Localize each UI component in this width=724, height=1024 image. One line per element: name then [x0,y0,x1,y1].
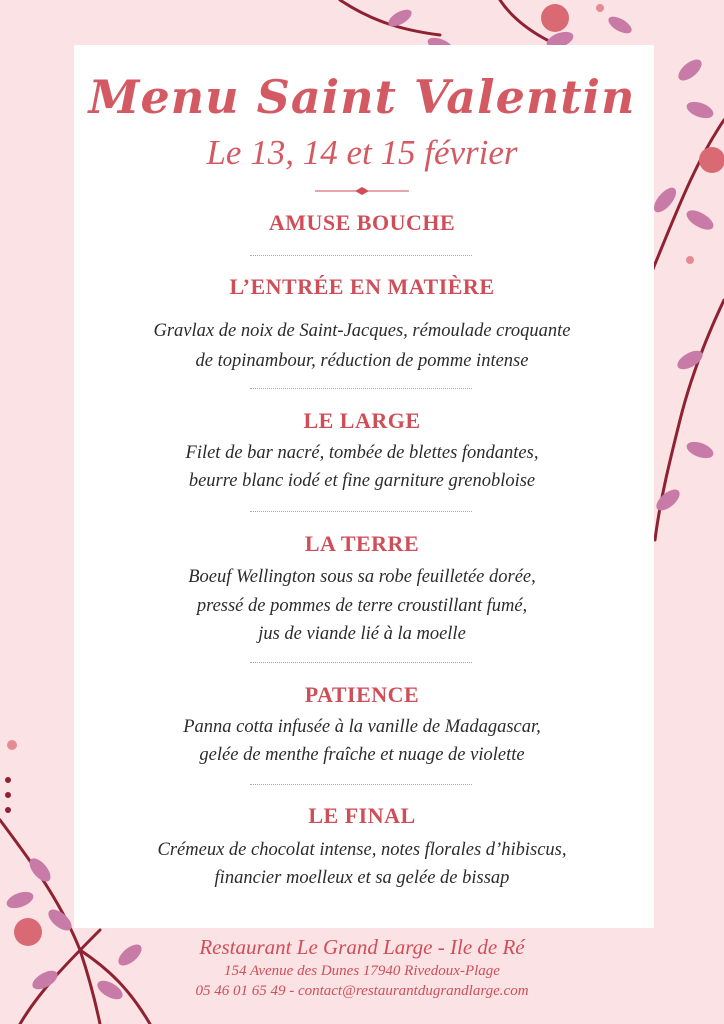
section-heading-le-final: LE FINAL [308,803,416,828]
dish-line: financier moelleux et sa gelée de bissap [214,868,510,888]
dish-line: Crémeux de chocolat intense, notes florales d’hibiscus, [157,840,567,860]
section-heading-le-large: LE LARGE [303,408,421,433]
section-divider [250,511,472,512]
section-heading-patience: PATIENCE [304,682,420,707]
dish-line: jus de viande lié à la moelle [258,624,466,644]
dish-line: gelée de menthe fraîche et nuage de violette [199,745,525,765]
menu-dates: Le 13, 14 et 15 février [206,133,518,172]
dish-line: Gravlax de noix de Saint-Jacques, rémoulade croquante [153,321,571,341]
section-heading-la-terre: LA TERRE [304,531,420,556]
dish-line: de topinambour, réduction de pomme intense [195,351,529,371]
restaurant-address: 154 Avenue des Dunes 17940 Rivedoux-Plage [224,963,500,979]
section-divider [250,388,472,389]
section-divider [250,255,472,256]
section-divider [250,784,472,785]
section-heading-entree: L’ENTRÉE EN MATIÈRE [229,274,495,299]
dish-line: beurre blanc iodé et fine garniture grenobloise [188,471,536,491]
dish-line: Panna cotta infusée à la vanille de Madagascar, [183,717,541,737]
menu-title: Menu Saint Valentin [88,70,636,124]
restaurant-name: Restaurant Le Grand Large - Ile de Ré [199,935,525,959]
restaurant-contact: 05 46 01 65 49 - contact@restaurantdugrandlarge.com [195,983,529,999]
dish-line: pressé de pommes de terre croustillant fumé, [196,596,528,616]
dish-line: Filet de bar nacré, tombée de blettes fondantes, [185,443,539,463]
dish-line: Boeuf Wellington sous sa robe feuilletée dorée, [188,567,536,587]
section-divider [250,662,472,663]
section-heading-amuse-bouche: AMUSE BOUCHE [268,210,456,235]
title-ornament [315,186,409,196]
